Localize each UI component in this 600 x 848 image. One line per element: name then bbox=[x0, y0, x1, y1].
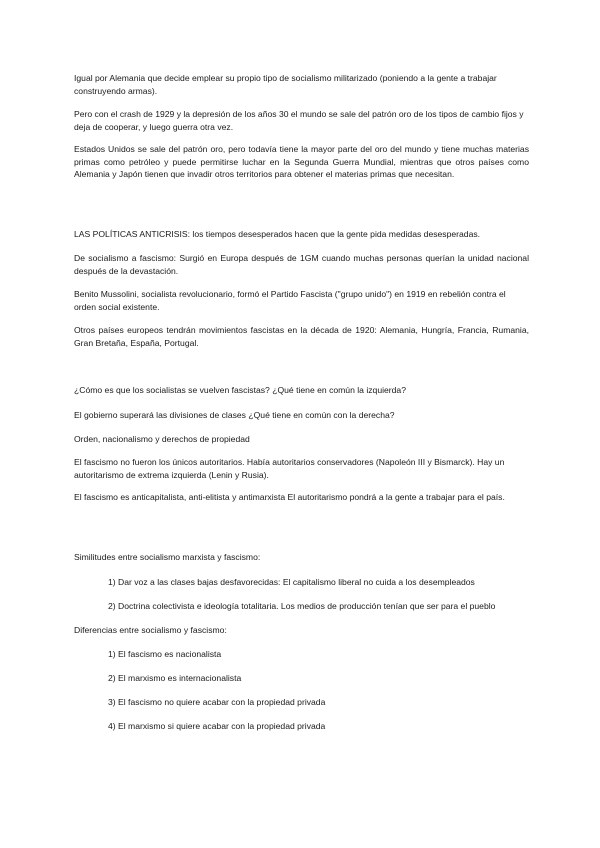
paragraph: El gobierno superará las divisiones de clases ¿Qué tiene en común con la derecha? bbox=[74, 410, 395, 420]
paragraph: De socialismo a fascismo: Surgió en Europa después de 1GM cuando muchas personas querían la unidad nacional después de la devastación. bbox=[74, 253, 529, 276]
paragraph: Igual por Alemania que decide emplear su propio tipo de socialismo militarizado (poniendo a la gente a trabajar construyendo armas). bbox=[74, 73, 497, 96]
list-heading: Diferencias entre socialismo y fascismo: bbox=[74, 625, 227, 635]
paragraph: Benito Mussolini, socialista revolucionario, formó el Partido Fascista ("grupo unido") en 1919 en rebelión contra el orden social existente. bbox=[74, 289, 506, 312]
paragraph: El fascismo es anticapitalista, anti-elitista y antimarxista El autoritarismo pondrá a la gente a trabajar para el país. bbox=[74, 492, 505, 502]
section-heading: LAS POLÍTICAS ANTICRISIS: los tiempos desesperados hacen que la gente pida medidas desesperadas. bbox=[74, 229, 481, 239]
paragraph: Orden, nacionalismo y derechos de propiedad bbox=[74, 434, 250, 444]
paragraph: Otros países europeos tendrán movimientos fascistas en la década de 1920: Alemania, Hungría, Francia, Rumania, Gran Bretaña, España, Portugal. bbox=[74, 325, 529, 348]
paragraph: El fascismo no fueron los únicos autoritarios. Había autoritarios conservadores (Napoleón III y Bismarck). Hay un autoritarismo de extrema izquierda (Lenin y Rusia). bbox=[74, 457, 505, 480]
paragraph: ¿Cómo es que los socialistas se vuelven fascistas? ¿Qué tiene en común la izquierda? bbox=[74, 385, 406, 395]
paragraph: Estados Unidos se sale del patrón oro, pero todavía tiene la mayor parte del oro del mundo y tiene muchas materias primas como petróleo y puede permitirse luchar en la Segunda Guerra Mundial, mientras que otros países como Alemania y Japón tienen que invadir otros territorios para obtener el materias primas que necesitan. bbox=[74, 144, 529, 180]
list-item: 2) El marxismo es internacionalista bbox=[108, 673, 242, 683]
list-item: 4) El marxismo si quiere acabar con la propiedad privada bbox=[108, 721, 326, 731]
list-item: 3) El fascismo no quiere acabar con la propiedad privada bbox=[108, 697, 326, 707]
list-heading: Similitudes entre socialismo marxista y fascismo: bbox=[74, 552, 261, 562]
list-item: 2) Doctrina colectivista e ideología totalitaria. Los medios de producción tenían que ser para el pueblo bbox=[108, 601, 496, 611]
list-item: 1) Dar voz a las clases bajas desfavorecidas: El capitalismo liberal no cuida a los desempleados bbox=[108, 577, 475, 587]
list-item: 1) El fascismo es nacionalista bbox=[108, 649, 222, 659]
paragraph: Pero con el crash de 1929 y la depresión de los años 30 el mundo se sale del patrón oro de los tipos de cambio fijos y deja de cooperar, y luego guerra otra vez. bbox=[74, 109, 524, 132]
